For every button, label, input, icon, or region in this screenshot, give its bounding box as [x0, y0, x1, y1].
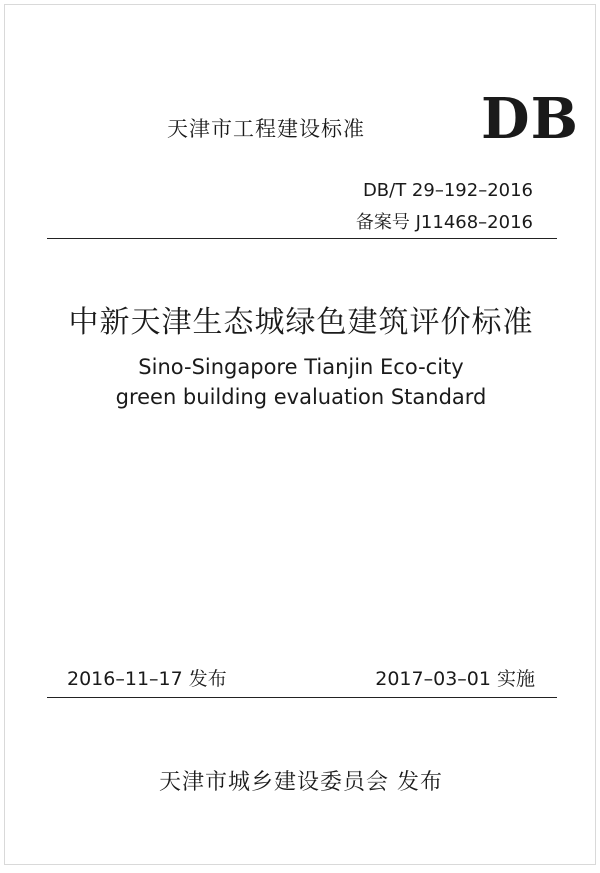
title-chinese: 中新天津生态城绿色建筑评价标准 [68, 305, 534, 340]
top-divider [47, 238, 557, 239]
issue-date: 2016–11–17 发布 [67, 668, 227, 690]
bottom-divider [47, 697, 557, 698]
standard-cover [4, 4, 596, 865]
implementation-date: 2017–03–01 实施 [375, 668, 535, 690]
record-number: 备案号 J11468–2016 [355, 212, 533, 233]
standard-series: 天津市工程建设标准 [167, 117, 365, 141]
title-english-line1: Sino-Singapore Tianjin Eco-city [138, 355, 464, 379]
standard-code: DB/T 29–192–2016 [362, 180, 533, 201]
publisher: 天津市城乡建设委员会 发布 [159, 770, 443, 795]
db-mark: DB [481, 86, 579, 152]
title-english-line2: green building evaluation Standard [115, 385, 487, 409]
